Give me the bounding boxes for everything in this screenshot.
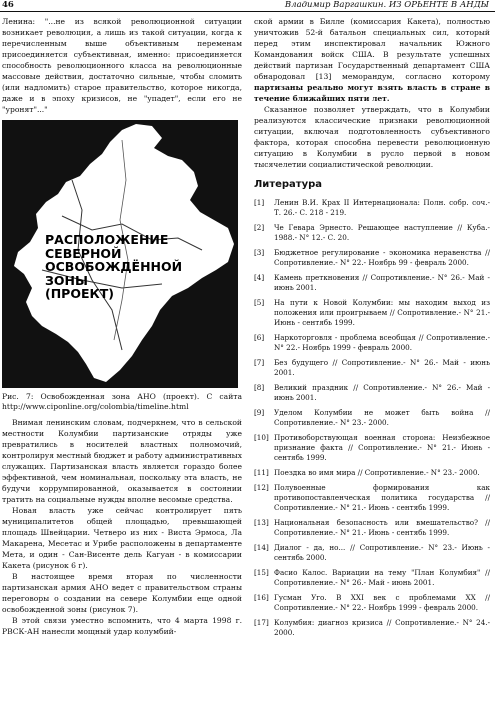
header-rule xyxy=(0,11,495,12)
reference-number: [4] xyxy=(254,273,265,282)
figure-caption: Рис. 7: Освобожденная зона АНО (проект). С сайта http://www.ciponline.org/colombia/timeline.html xyxy=(2,392,242,411)
reference-number: [13] xyxy=(254,518,269,527)
right-column xyxy=(254,16,490,643)
reference-number: [8] xyxy=(254,383,265,392)
reference-text: Че Гевара Эрнесто. Решающее наступление // Куба.- 1988.- N° 12.- С. 20. xyxy=(274,223,490,242)
body-paragraph: Сказанное позволяет утверждать, что в Колумбии реализуются классические признаки революционной ситуации, включая подготовленность субъективного фактора, которая способна перевести революционную ситуацию в Колумбии в русло первой в новом тысячелетии социалистической революции. xyxy=(254,105,490,169)
reference-text: Бюджетное регулирование - экономика неравенства // Сопротивление.- N° 22.- Ноябрь 99 - февраль 2000. xyxy=(274,248,490,267)
reference-number: [15] xyxy=(254,568,269,577)
reference-number: [12] xyxy=(254,483,269,492)
reference-list xyxy=(254,198,490,638)
reference-text: Противоборствующая военная сторона: Неизбежное признание факта // Сопротивление.- N° 21.- Июнь - сентябь 1999. xyxy=(274,433,490,462)
reference-item xyxy=(254,223,490,243)
reference-number: [1] xyxy=(254,198,265,207)
reference-item xyxy=(254,358,490,378)
reference-number: [3] xyxy=(254,248,265,257)
reference-item xyxy=(254,333,490,353)
reference-item xyxy=(254,383,490,403)
reference-number: [16] xyxy=(254,593,269,602)
reference-number: [17] xyxy=(254,618,269,627)
reference-text: Великий праздник // Сопротивление.- N° 26.- Май - июнь 2001. xyxy=(274,383,490,402)
reference-item xyxy=(254,593,490,613)
reference-item xyxy=(254,298,490,328)
reference-item xyxy=(254,543,490,563)
reference-item xyxy=(254,468,490,478)
reference-number: [5] xyxy=(254,298,265,307)
map-label: РАСПОЛОЖЕНИЕ СЕВЕРНОЙ ОСВОБОЖДЁННОЙ ЗОНЫ (ПРОЕКТ) xyxy=(45,232,183,301)
running-title: Владимир Варгашкин. ИЗ ОРЬЕНТЕ В АНДЫ xyxy=(284,0,489,10)
emphasis-text: партизаны реально могут взять власть в стране в течение ближайших пяти лет. xyxy=(254,83,490,103)
reference-number: [11] xyxy=(254,468,269,477)
reference-item xyxy=(254,518,490,538)
body-paragraph: ской армии в Билле (комиссария Какета), полностью уничтожив 52-й батальон специальных сил, который перед этим инспектировал начальник Южного Командования войск США. В результате успешных действий партизан Государственный департамент США обнародовал [13] меморандум, согласно которому партизаны реально могут взять власть в стране в течение ближайших пяти лет. xyxy=(254,17,490,103)
body-paragraph: Внимая ленинским словам, подчеркнем, что в сельской местности Колумбии партизанские отряды уже превратились в носителей властных полномочий, контролируя местный бюджет и работу административных служащих. Партизанская власть является гораздо более эффективной, чем номинальная, поскольку эта власть, не будучи коррумпированной, оказывается в состоянии тратить на социальные нужды вполне весомые средства. xyxy=(2,418,242,504)
reference-text: Без будущего // Сопротивление.- N° 26.- Май - июнь 2001. xyxy=(274,358,490,377)
reference-text: Национальная безопасность или вмешательство? // Сопротивление.- N° 21.- Июнь - сентябь 1999. xyxy=(274,518,490,537)
page-number: 46 xyxy=(2,0,14,10)
reference-text: Колумбия: диагноз кризиса // Сопротивление.- N° 24.- 2000. xyxy=(274,618,490,637)
reference-item xyxy=(254,618,490,638)
reference-text: Наркоторговля - проблема всеобщая // Сопротивление.- N° 22.- Ноябрь 1999 - февраль 2000. xyxy=(274,333,490,352)
reference-item xyxy=(254,273,490,293)
reference-text: Камень преткновения // Сопротивление.- N° 26.- Май - июнь 2001. xyxy=(274,273,490,292)
reference-number: [6] xyxy=(254,333,265,342)
reference-number: [7] xyxy=(254,358,265,367)
reference-text: На пути к Новой Колумбии: мы находим выход из положения или проигрываем // Сопротивление.- N° 21.- Июнь - сентябь 1999. xyxy=(274,298,490,327)
reference-text: Гусман Уго. В XXI век с проблемами XX // Сопротивление.- N° 22.- Ноябрь 1999 - февраль 2000. xyxy=(274,593,490,612)
reference-number: [9] xyxy=(254,408,265,417)
reference-text: Ленин В.И. Крах II Интернационала: Полн. собр. соч.- Т. 26.- С. 218 - 219. xyxy=(274,198,490,217)
body-paragraph: В настоящее время вторая по численности партизанская армия АНО ведет с правительством страны переговоры о создании на севере Колумбии еще одной освобожденной зоны (рисунок 7). xyxy=(2,572,242,614)
reference-number: [2] xyxy=(254,223,265,232)
reference-text: Фасио Калос. Вариации на тему "План Колумбия" // Сопротивление.- N° 26.- Май - июнь 2001. xyxy=(274,568,490,587)
reference-text: Полувоенные формирования как противопоставленческая политика государства // Сопротивление.- N° 21.- Июнь - сентябь 1999. xyxy=(274,483,490,512)
reference-item xyxy=(254,408,490,428)
body-paragraph: В этой связи уместно вспомнить, что 4 марта 1998 г. РВСК-АН нанесли мощный удар колумбий- xyxy=(2,616,242,636)
liberated-zone-map xyxy=(2,120,238,388)
reference-number: [14] xyxy=(254,543,269,552)
quote-paragraph: Ленина: "...не из всякой революционной ситуации возникает революция, а лишь из такой ситуации, когда к перечисленным выше объективным переменам присоединяется субъективная, именно: присоединяется способность революционного класса на революционные массовые действия, достаточно сильные, чтобы сломить (или надломить) старое правительство, которое никогда, даже и в эпоху кризисов, не "упадет", если его не "уронят"..." xyxy=(2,17,242,114)
reference-number: [10] xyxy=(254,433,269,442)
reference-text: Поездка во имя мира // Сопротивление.- N° 23.- 2000. xyxy=(274,468,480,477)
body-paragraph: Новая власть уже сейчас контролирует пять муниципалитетов общей площадью, превышающей площадь Швейцарии. Четверо из них - Виста Эрмоса, Ла Макарена, Месетас и Урибе расположены в департаменте Мета, и один - Сан-Висенте дель Кагуан - в комиссарии Какета (рисунок 6 г). xyxy=(2,506,242,570)
reference-text: Диалог - да, но... // Сопротивление.- N° 23.- Июнь - сентябь 2000. xyxy=(274,543,490,562)
reference-text: Уделом Колумбии не может быть война // Сопротивление.- N° 23.- 2000. xyxy=(274,408,490,427)
page-header xyxy=(0,0,495,13)
left-column xyxy=(2,16,242,637)
references-heading: Литература xyxy=(254,179,323,190)
reference-item xyxy=(254,568,490,588)
reference-item xyxy=(254,248,490,268)
reference-item xyxy=(254,433,490,463)
reference-item xyxy=(254,198,490,218)
reference-item xyxy=(254,483,490,513)
